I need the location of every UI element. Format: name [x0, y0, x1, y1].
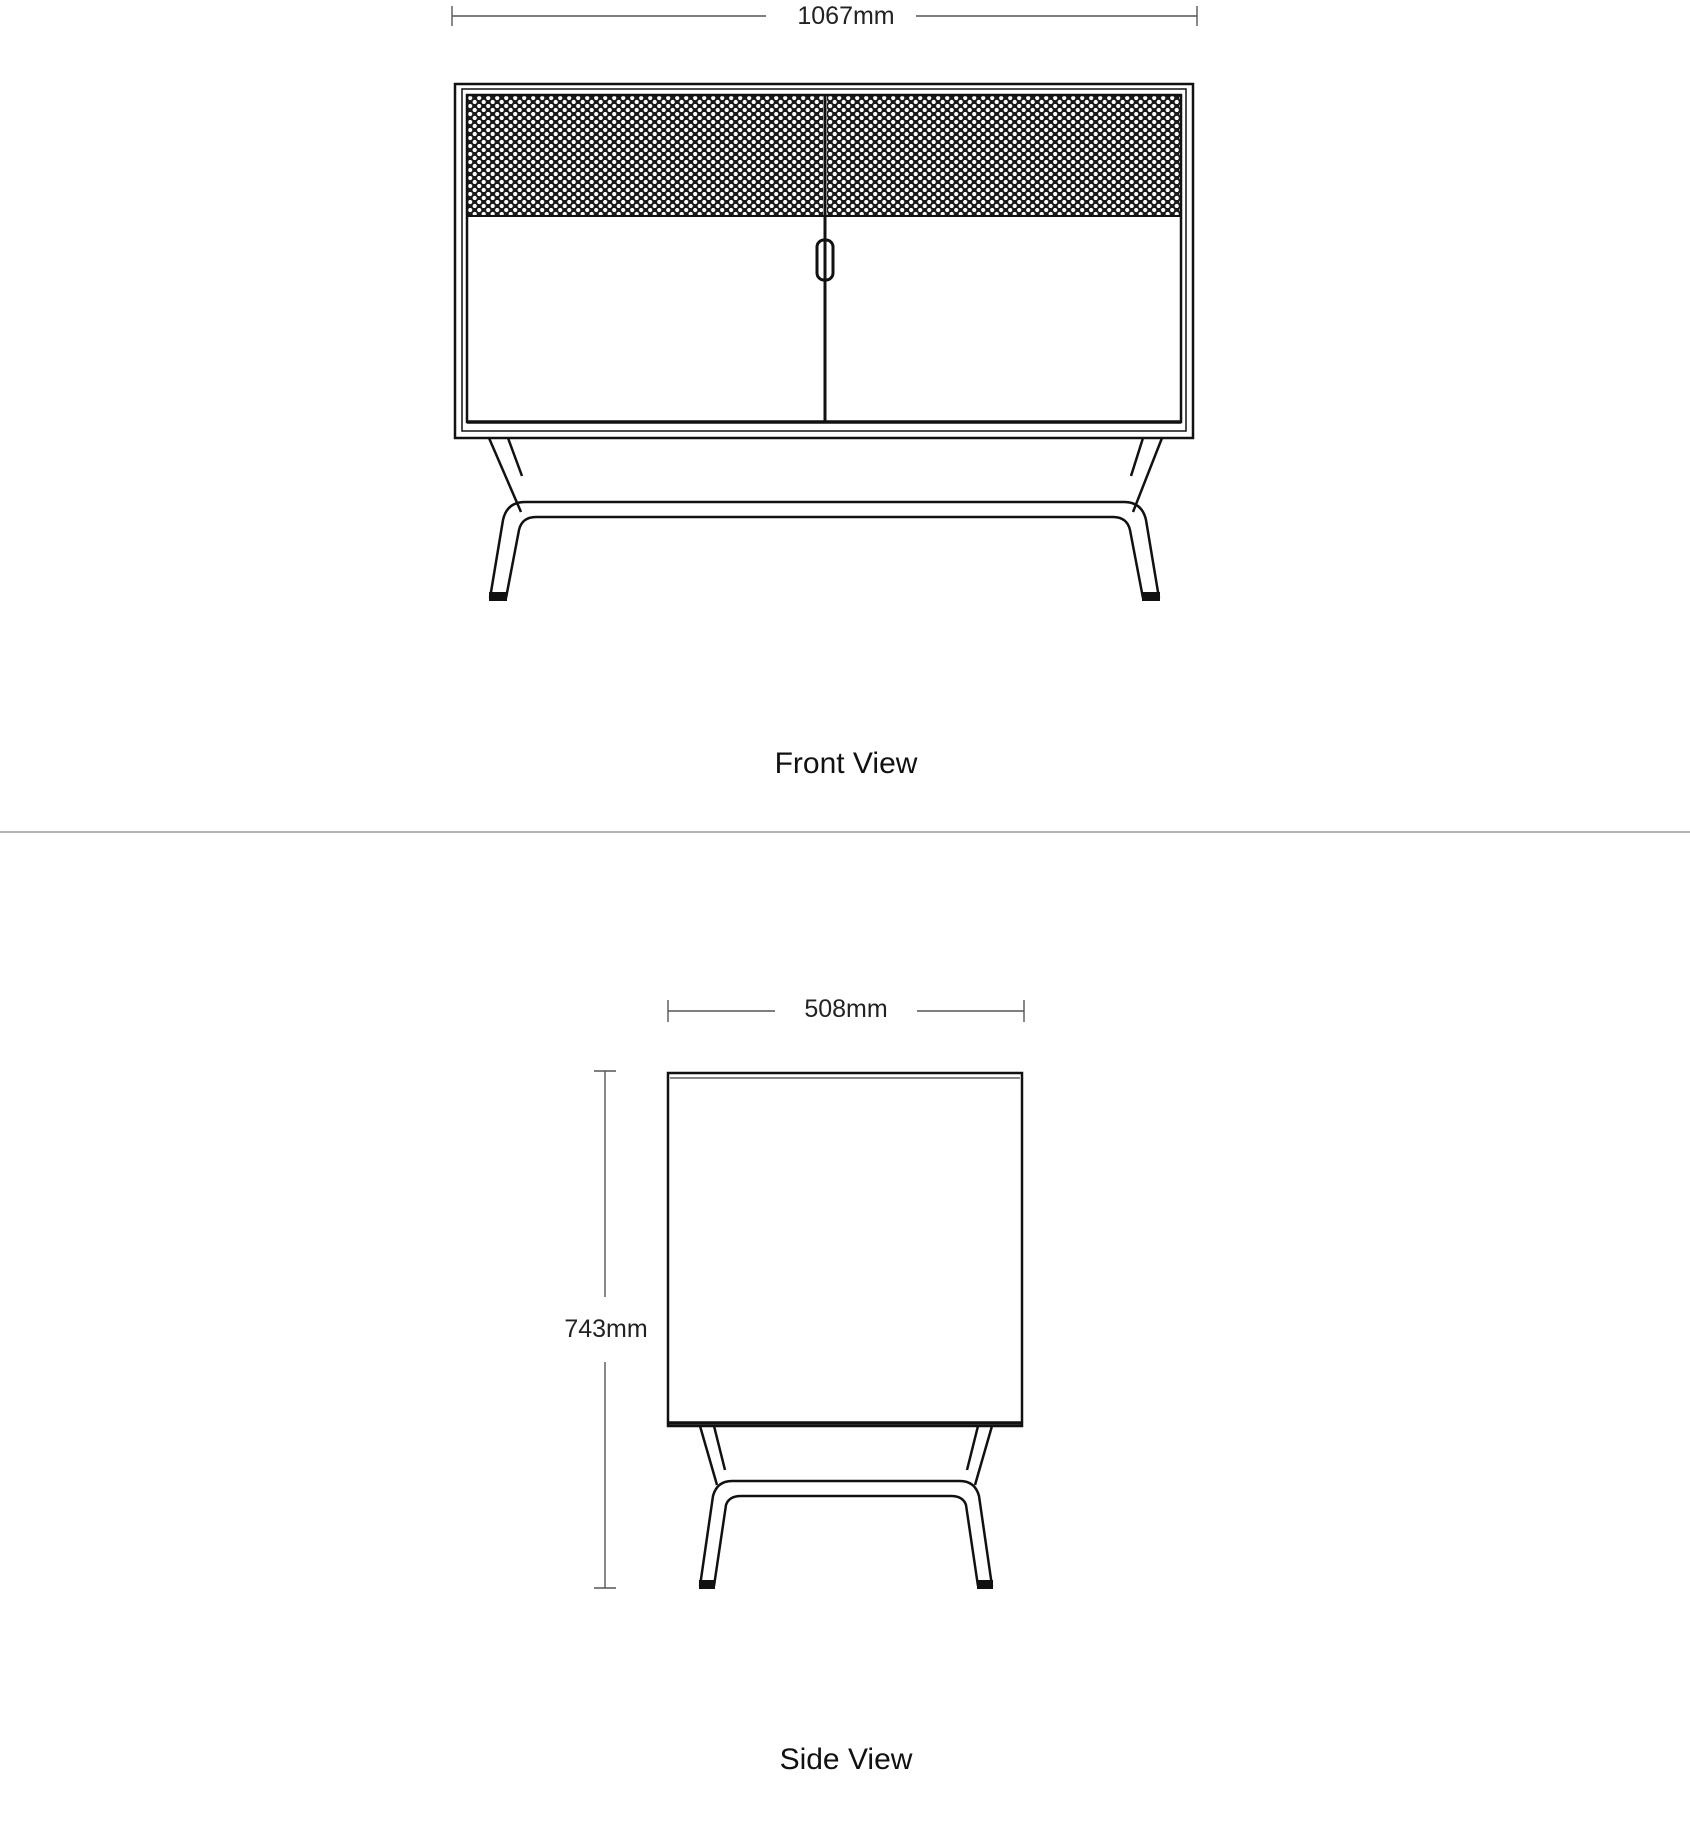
side-height-label: 743mm	[564, 1315, 648, 1343]
foot-left	[489, 592, 507, 601]
side-depth-label: 508mm	[804, 995, 888, 1023]
side-foot-left	[699, 1580, 715, 1589]
front-view-cabinet	[455, 84, 1193, 438]
perforated-panel-right	[827, 96, 1181, 216]
foot-right	[1142, 592, 1160, 601]
front-view-title: Front View	[774, 747, 918, 780]
side-view-title: Side View	[779, 1743, 913, 1776]
front-view-base	[489, 438, 1162, 601]
front-width-dimension	[452, 2, 1197, 30]
side-depth-dimension	[668, 995, 1024, 1023]
side-foot-right	[977, 1580, 993, 1589]
front-width-label: 1067mm	[797, 2, 895, 30]
perforated-panel-left	[468, 96, 823, 216]
side-view-base	[699, 1426, 993, 1589]
side-height-dimension	[564, 1071, 647, 1588]
side-view-cabinet	[668, 1073, 1022, 1426]
